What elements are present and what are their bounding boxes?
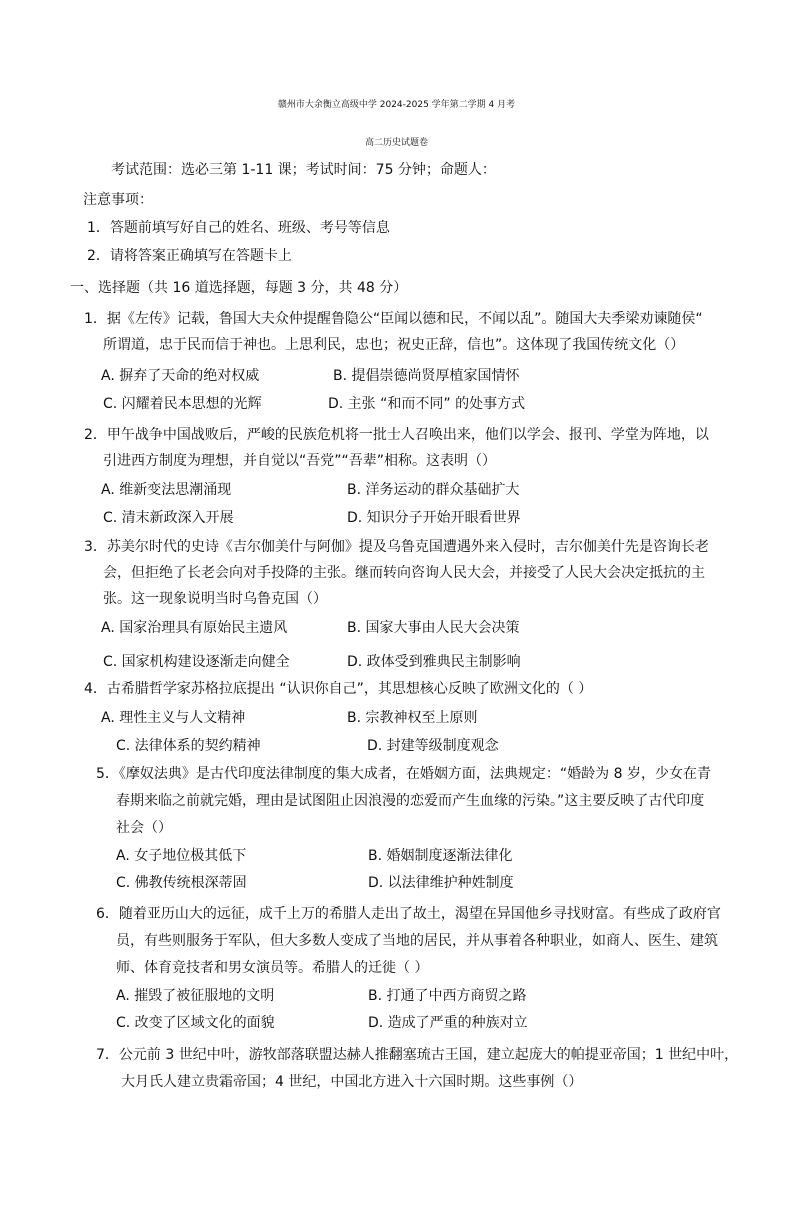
option-b: B. 提倡崇德尚贤厚植家国情怀 (333, 368, 520, 384)
option-d: D. 政体受到雅典民主制影响 (347, 654, 521, 670)
option-b: B. 洋务运动的群众基础扩大 (347, 482, 520, 498)
exam-info: 考试范围：选必三第 1-11 课；考试时间：75 分钟；命题人： (111, 162, 496, 178)
note-item: 2．请将答案正确填写在答题卡上 (87, 248, 292, 264)
option-a: A. 女子地位极其低下 (116, 848, 247, 864)
question-text: 4．古希腊哲学家苏格拉底提出 “认识你自己”，其思想核心反映了欧洲文化的（ ） (84, 681, 593, 697)
question-text: 2．甲午战争中国战败后，严峻的民族危机将一批士人召唤出来，他们以学会、报刊、学堂为阵地，以 (84, 427, 709, 443)
option-a: A. 摧毁了被征服地的文明 (116, 988, 275, 1004)
notes-label: 注意事项： (83, 192, 153, 208)
question-text: 3．苏美尔时代的史诗《吉尔伽美什与阿伽》提及乌鲁克国遭遇外来入侵时，吉尔伽美什先是咨询长老 (84, 539, 709, 555)
question-text: 春期来临之前就完婚，理由是试图阻止因浪漫的恋爱而产生血缘的污染。”这主要反映了古代印度 (116, 793, 705, 809)
exam-title: 赣州市大余衡立高级中学 2024-2025 学年第二学期 4 月考 (277, 100, 516, 110)
section-heading: 一、选择题（共 16 道选择题，每题 3 分，共 48 分） (70, 280, 408, 296)
option-c: C. 闪耀着民本思想的光辉 (103, 396, 262, 412)
question-text: 6．随着亚历山大的远征，成千上万的希腊人走出了故土，渴望在异国他乡寻找财富。有些成了政府官 (96, 906, 721, 922)
option-d: D. 主张 “和而不同” 的处事方式 (328, 396, 526, 412)
question-text: 引进西方制度为理想，并自觉以“吾党”“吾辈”相称。这表明（） (103, 453, 497, 469)
exam-subtitle: 高二历史试题卷 (364, 138, 428, 148)
option-d: D. 知识分子开始开眼看世界 (347, 510, 521, 526)
option-b: B. 宗教神权至上原则 (347, 710, 478, 726)
option-a: A. 理性主义与人文精神 (101, 710, 246, 726)
option-c: C. 国家机构建设逐渐走向健全 (103, 654, 290, 670)
option-d: D. 造成了严重的种族对立 (368, 1015, 528, 1031)
option-a: A. 国家治理具有原始民主遗风 (101, 620, 288, 636)
option-b: B. 婚姻制度逐渐法律化 (368, 848, 513, 864)
option-b: B. 打通了中西方商贸之路 (368, 988, 527, 1004)
question-text: 5．《摩奴法典》是古代印度法律制度的集大成者，在婚姻方面，法典规定：“婚龄为 8 岁，少女在青 (96, 766, 711, 782)
option-c: C. 清末新政深入开展 (103, 510, 234, 526)
note-item: 1．答题前填写好自己的姓名、班级、考号等信息 (87, 220, 390, 236)
question-text: 会，但拒绝了长老会向对手投降的主张。继而转向咨询人民大会，并接受了人民大会决定抵抗的主 (103, 565, 705, 581)
option-c: C. 改变了区域文化的面貌 (116, 1015, 275, 1031)
option-d: D. 封建等级制度观念 (367, 738, 499, 754)
option-c: C. 佛教传统根深蒂固 (116, 875, 247, 891)
option-c: C. 法律体系的契约精神 (116, 738, 261, 754)
option-a: A. 摒弃了天命的绝对权威 (101, 368, 260, 384)
question-text: 所谓道，忠于民而信于神也。上思利民，忠也；祝史正辞，信也”。这体现了我国传统文化（） (103, 337, 685, 353)
option-a: A. 维新变法思潮涌现 (101, 482, 232, 498)
question-text: 7．公元前 3 世纪中叶，游牧部落联盟达赫人推翻塞琉古王国，建立起庞大的帕提亚帝国；1 世纪中叶， (96, 1047, 739, 1063)
option-d: D. 以法律维护种姓制度 (368, 875, 514, 891)
question-text: 社会（） (116, 820, 172, 836)
question-text: 1．据《左传》记载，鲁国大夫众仲提醒鲁隐公“臣闻以德和民，不闻以乱”。随国大夫季梁劝谏随侯“ (84, 311, 703, 327)
option-b: B. 国家大事由人民大会决策 (347, 620, 520, 636)
question-text: 师、体育竞技者和男女演员等。希腊人的迁徙（ ） (116, 960, 429, 976)
question-text: 员，有些则服务于军队，但大多数人变成了当地的居民，并从事着各种职业，如商人、医生、建筑 (116, 933, 718, 949)
question-text: 张。这一现象说明当时乌鲁克国（） (103, 591, 327, 607)
question-text: 大月氏人建立贵霜帝国；4 世纪，中国北方进入十六国时期。这些事例（） (121, 1074, 583, 1090)
